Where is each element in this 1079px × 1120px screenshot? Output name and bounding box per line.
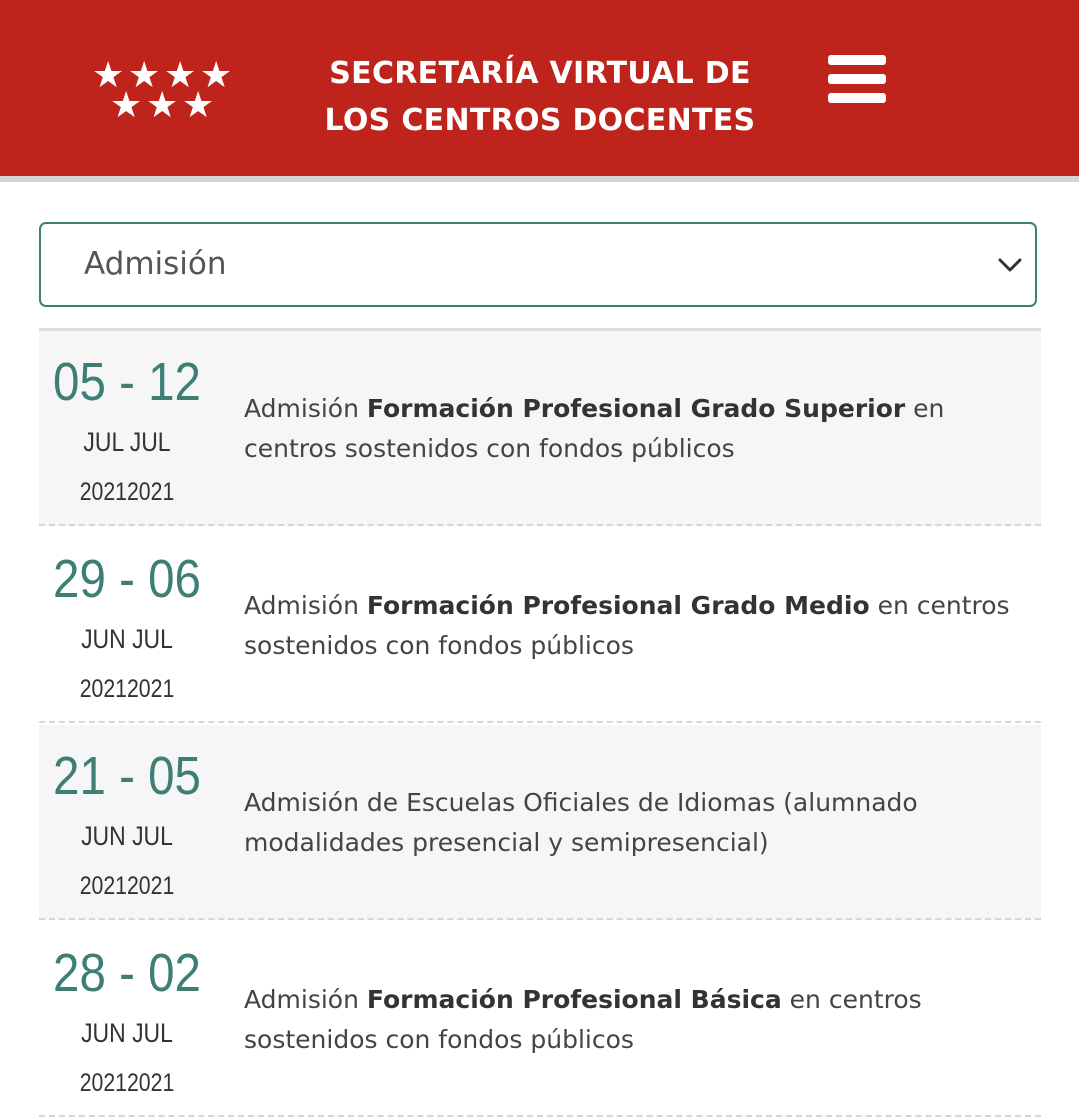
event-description xyxy=(244,980,1014,1060)
event-years: 20212021 xyxy=(79,872,175,900)
event-months: JUN JUL xyxy=(81,624,173,654)
page-title xyxy=(300,50,780,144)
event-description-prefix: Admisión de Escuelas Oficiales de Idiomas (alumnado modalidades presencial y semipresencial) xyxy=(244,788,918,857)
event-date-range: 29 - 06 xyxy=(53,549,201,609)
event-description-suffix: en centros sostenidos con fondos públicos xyxy=(244,591,1010,660)
category-select[interactable] xyxy=(39,222,1037,307)
list-item[interactable] xyxy=(39,331,1041,526)
event-description-bold: Formación Profesional Grado Superior xyxy=(366,394,906,423)
seven-stars-icon[interactable]: ★ ★ ★ ★ ★ ★ ★ xyxy=(92,55,233,126)
list-item[interactable] xyxy=(39,725,1041,920)
header-divider xyxy=(0,176,1079,182)
hamburger-menu-icon[interactable] xyxy=(826,53,888,105)
event-years: 20212021 xyxy=(79,478,175,506)
event-description xyxy=(244,586,1014,666)
event-description xyxy=(244,783,1014,863)
event-description-suffix: en centros sostenidos con fondos públicos xyxy=(244,394,945,463)
event-date-range: 21 - 05 xyxy=(53,746,201,806)
event-date-range: 28 - 02 xyxy=(53,943,201,1003)
event-date-range: 05 - 12 xyxy=(53,352,201,412)
event-description-prefix: Admisión xyxy=(244,591,367,620)
event-description xyxy=(244,389,1014,469)
title-line-1: SECRETARÍA VIRTUAL DE xyxy=(329,56,751,91)
list-item[interactable] xyxy=(39,922,1041,1117)
event-description-prefix: Admisión xyxy=(244,394,367,423)
chevron-down-icon xyxy=(997,255,1023,275)
event-months: JUL JUL xyxy=(83,427,171,457)
event-description-bold: Formación Profesional Básica xyxy=(366,985,782,1014)
event-description-prefix: Admisión xyxy=(244,985,367,1014)
event-months: JUN JUL xyxy=(81,821,173,851)
event-description-bold: Formación Profesional Grado Medio xyxy=(366,591,870,620)
app-header xyxy=(0,0,1079,176)
title-line-2: LOS CENTROS DOCENTES xyxy=(324,103,756,138)
event-years: 20212021 xyxy=(79,675,175,703)
event-years: 20212021 xyxy=(79,1069,175,1097)
event-description-suffix: en centros sostenidos con fondos públicos xyxy=(244,985,922,1054)
list-item[interactable] xyxy=(39,528,1041,723)
category-select-value: Admisión xyxy=(84,246,227,282)
event-months: JUN JUL xyxy=(81,1018,173,1048)
